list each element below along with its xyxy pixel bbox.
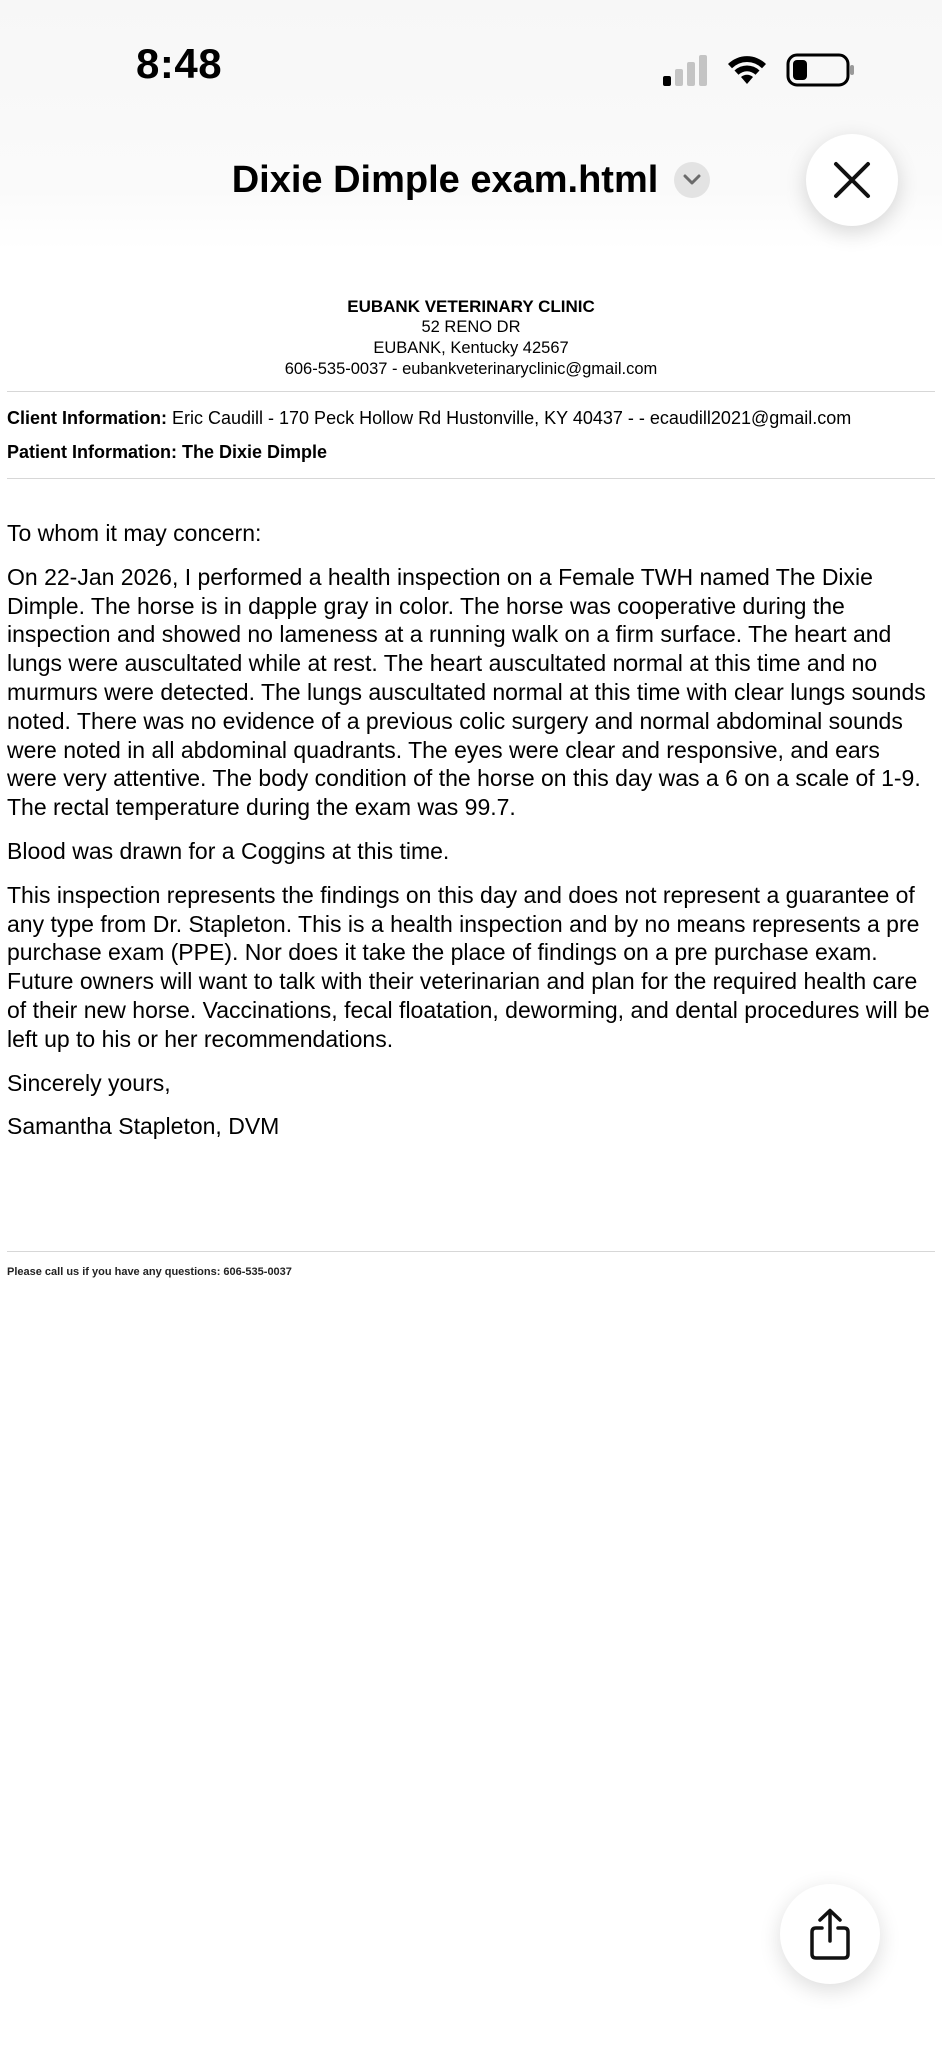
divider: [7, 1251, 935, 1252]
client-info: [7, 407, 935, 430]
clinic-contact: 606-535-0037 - eubankveterinaryclinic@gmail.com: [284, 360, 658, 378]
battery-icon: [786, 53, 856, 87]
cellular-signal-icon: [662, 54, 708, 86]
clinic-name: EUBANK VETERINARY CLINIC: [347, 297, 595, 316]
close-icon: [832, 160, 872, 200]
divider: [7, 391, 935, 392]
letter-signature: Samantha Stapleton, DVM: [7, 1113, 280, 1140]
chevron-down-icon: [683, 174, 701, 186]
letter-paragraph: On 22-Jan 2026, I performed a health inspection on a Female TWH named The Dixie Dimple. The horse is in dapple gray in color. The horse was cooperative during the inspection and showed no lameness at a running walk on a firm surface. The heart and lungs were auscultated while at rest. The heart auscultated normal at this time and no murmurs were detected. The lungs auscultated normal at this time with clear lungs sounds noted. There was no evidence of a previous colic surgery and normal abdominal sounds were noted in all abdominal quadrants. The eyes were clear and responsive, and ears were very attentive. The body condition of the horse on this day was a 6 on a scale of 1-9. The rectal temperature during the exam was 99.7.: [7, 563, 926, 821]
letter-closing: Sincerely yours,: [7, 1069, 171, 1096]
letter-paragraph: Blood was drawn for a Coggins at this time.: [7, 837, 450, 864]
letter-paragraph: This inspection represents the findings on this day and does not represent a guarantee of any type from Dr. Stapleton. This is a health inspection and by no means represents a pre purchase exam (PPE). Nor does it take the place of findings on a pre purchase exam. Future owners will want to talk with their veterinarian and plan for the required health care of their new horse. Vaccinations, fecal floatation, deworming, and dental procedures will be left up to his or her recommendations.: [7, 881, 930, 1052]
client-info-value: Eric Caudill - 170 Peck Hollow Rd Hustonville, KY 40437 - - ecaudill2021@gmail.com: [167, 408, 852, 428]
patient-info: [7, 441, 935, 464]
title-row: [0, 150, 942, 210]
share-button[interactable]: [780, 1884, 880, 1984]
status-icons: [662, 50, 856, 90]
clinic-header: [7, 296, 935, 380]
letter-body: [7, 519, 935, 1141]
top-bar: [0, 0, 942, 250]
status-time: 8:48: [136, 40, 223, 87]
letter-greeting: To whom it may concern:: [7, 520, 262, 546]
document-title[interactable]: Dixie Dimple exam.html: [231, 158, 659, 201]
clinic-address-line1: 52 RENO DR: [421, 318, 521, 336]
patient-info-label: Patient Information: The Dixie Dimple: [7, 442, 328, 462]
client-info-label: Client Information:: [7, 408, 167, 428]
title-menu-button[interactable]: [674, 162, 710, 198]
clinic-address-line2: EUBANK, Kentucky 42567: [373, 339, 569, 357]
close-button[interactable]: [806, 134, 898, 226]
share-icon: [808, 1908, 852, 1960]
wifi-icon: [726, 54, 768, 86]
footer-note: Please call us if you have any questions: 606-535-0037: [7, 1266, 292, 1279]
divider: [7, 478, 935, 479]
document-content: [7, 296, 935, 1278]
